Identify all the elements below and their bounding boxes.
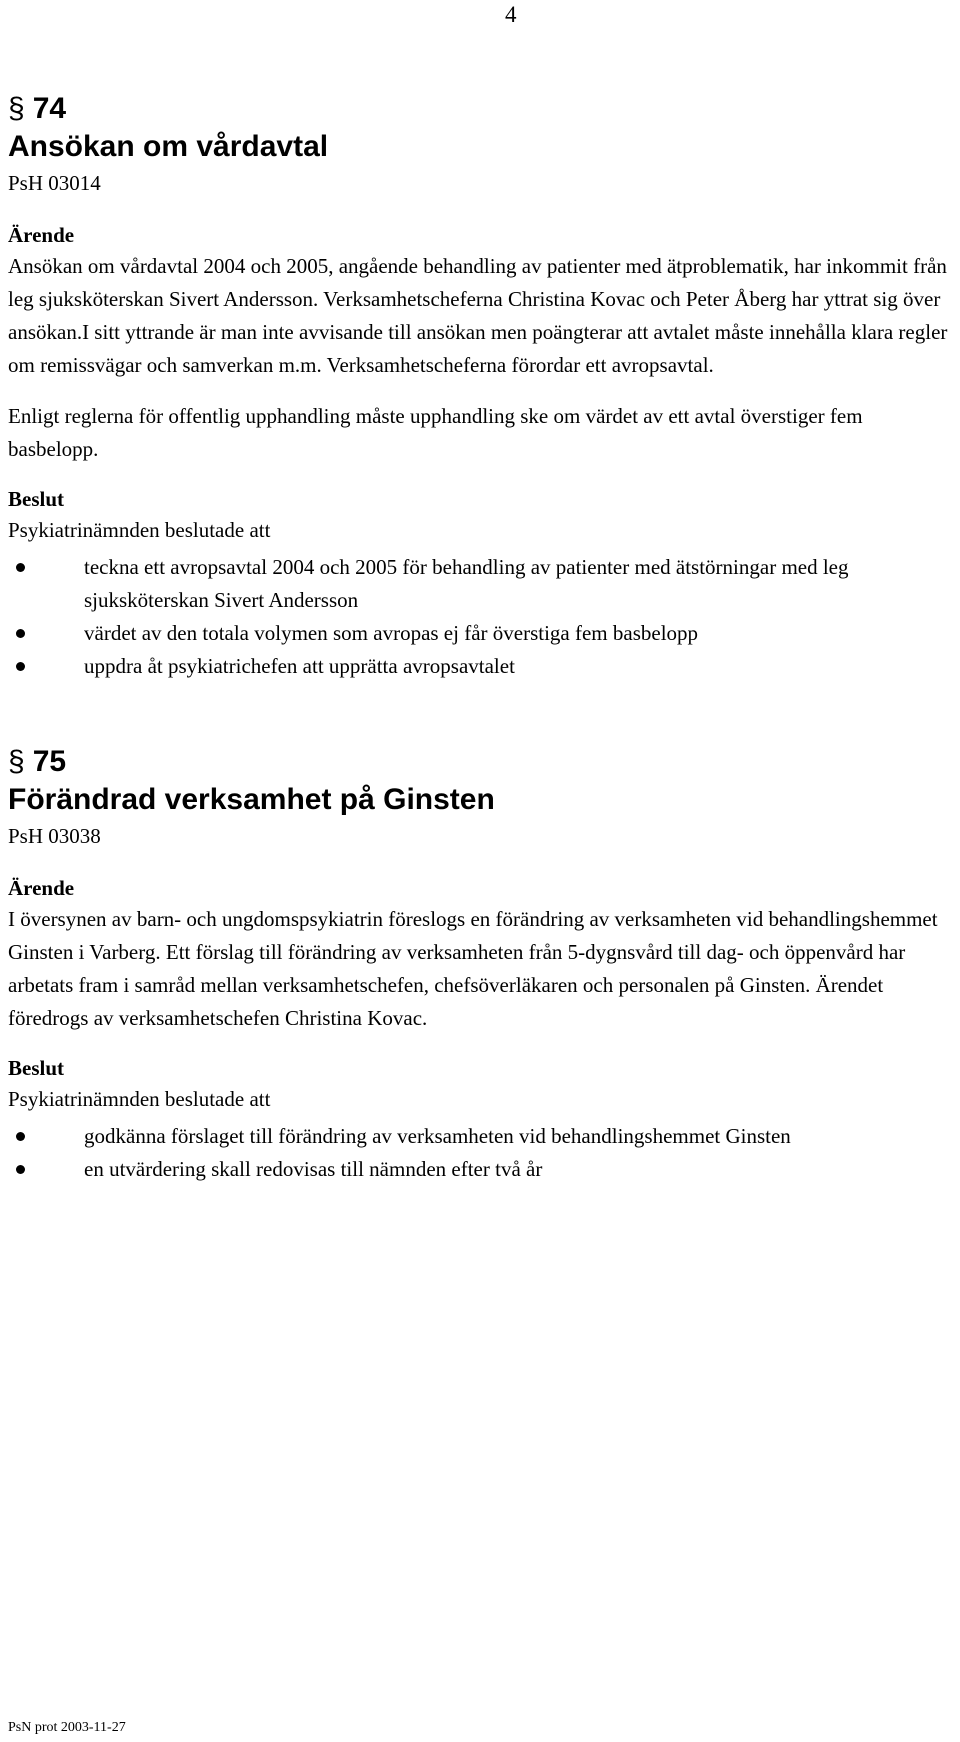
case-reference: PsH 03014 [8,171,101,195]
beslut-item [8,617,948,650]
arende-heading: Ärende [8,223,75,247]
paragraph-sign: § [8,745,25,778]
case-reference: PsH 03038 [8,824,101,848]
beslut-item-text: teckna ett avropsavtal 2004 och 2005 för behandling av patienter med ätstörningar med leg sjuksköterskan Sivert Andersson [84,555,849,612]
beslut-intro: Psykiatrinämnden beslutade att [8,1087,271,1111]
section-74 [8,90,948,683]
page-footer: PsN prot 2003-11-27 [8,1720,126,1735]
beslut-item [8,650,948,683]
beslut-item-text: en utvärdering skall redovisas till nämnden efter två år [84,1157,543,1181]
arende-paragraph: Enligt reglerna för offentlig upphandling måste upphandling ske om värdet av ett avtal överstiger fem basbelopp. [8,404,863,461]
beslut-item [8,1120,948,1153]
section-number-value: 74 [32,92,67,125]
beslut-list [8,1120,948,1186]
section-75 [8,743,948,1186]
section-title: Förändrad verksamhet på Ginsten [8,783,495,816]
paragraph-sign: § [8,92,25,125]
page-number: 4 [505,2,517,27]
beslut-heading: Beslut [8,487,65,511]
arende-heading: Ärende [8,876,75,900]
bullet-icon [16,662,25,671]
beslut-list [8,551,948,683]
beslut-item-text: godkänna förslaget till förändring av verksamheten vid behandlingshemmet Ginsten [84,1124,791,1148]
beslut-item-text: uppdra åt psykiatrichefen att upprätta avropsavtalet [84,654,515,678]
document-body [8,90,948,1186]
beslut-intro: Psykiatrinämnden beslutade att [8,518,271,542]
bullet-icon [16,1165,25,1174]
beslut-item [8,1153,948,1186]
beslut-item [8,551,948,617]
section-number [8,743,948,781]
arende-paragraph: Ansökan om vårdavtal 2004 och 2005, angående behandling av patienter med ätproblematik, har inkommit från leg sjuksköterskan Sivert Andersson. Verksamhetscheferna Christina Kovac och Peter Åberg har yttrat sig över ansökan.I sitt yttrande är man inte avvisande till ansökan men poängterar att avtalet måste innehålla klara regler om remissvägar och samverkan m.m. Verksamhetscheferna förordar ett avropsavtal. [8,254,948,377]
bullet-icon [16,563,25,572]
bullet-icon [16,629,25,638]
section-number-value: 75 [32,745,67,778]
beslut-item-text: värdet av den totala volymen som avropas ej får överstiga fem basbelopp [84,621,699,645]
bullet-icon [16,1132,25,1141]
section-number [8,90,948,128]
section-title: Ansökan om vårdavtal [8,130,329,163]
arende-paragraph: I översynen av barn- och ungdomspsykiatrin föreslogs en förändring av verksamheten vid behandlingshemmet Ginsten i Varberg. Ett förslag till förändring av verksamheten från 5-dygnsvård till dag- och öppenvård har arbetats fram i samråd mellan verksamhetschefen, chefsöverläkaren och personalen på Ginsten. Ärendet föredrogs av verksamhetschefen Christina Kovac. [8,907,938,1030]
beslut-heading: Beslut [8,1056,65,1080]
